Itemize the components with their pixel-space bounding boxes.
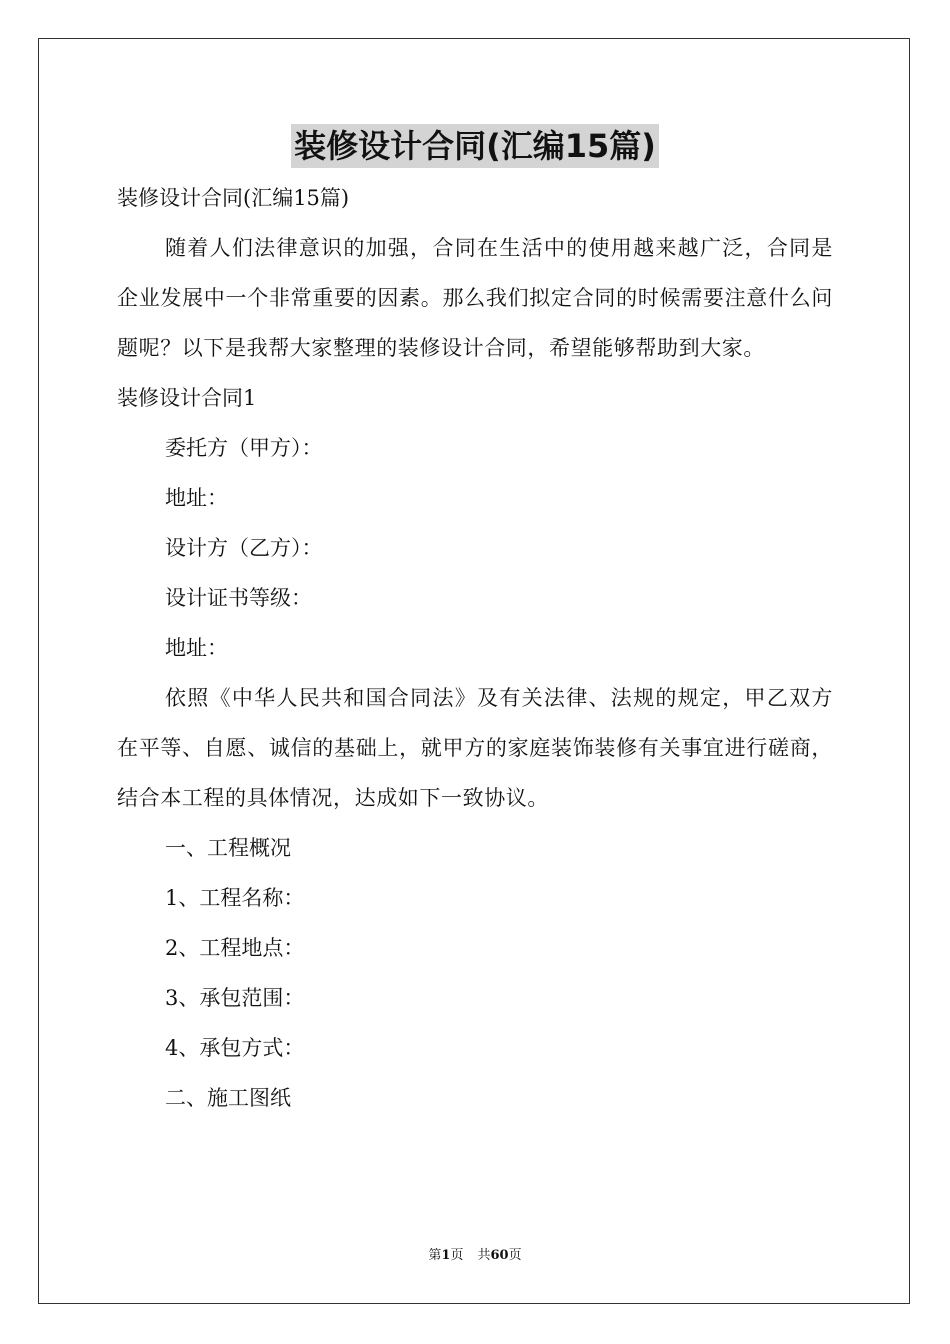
page-footer (0, 1247, 950, 1265)
title-container (0, 124, 950, 168)
client-address-field: 地址： (165, 486, 228, 510)
document-body (117, 173, 833, 1123)
project-item: 1、工程名称： (165, 886, 305, 910)
project-item: 2、工程地点： (165, 936, 305, 960)
designer-address-field: 地址： (165, 636, 228, 660)
basis-paragraph: 依照《中华人民共和国合同法》及有关法律、法规的规定，甲乙双方在平等、自愿、诚信的基础上，就甲方的家庭装饰装修有关事宜进行磋商，结合本工程的具体情况，达成如下一致协议。 (117, 686, 833, 810)
part-one-heading: 一、工程概况 (165, 836, 291, 860)
document-subtitle: 装修设计合同(汇编15篇) (117, 186, 350, 210)
certificate-level-field: 设计证书等级： (165, 586, 312, 610)
page-number: 1 (441, 1248, 451, 1263)
page-prefix: 第 (428, 1248, 442, 1263)
designer-field: 设计方（乙方）： (165, 536, 323, 560)
client-field: 委托方（甲方）： (165, 436, 323, 460)
project-item: 3、承包范围： (165, 986, 305, 1010)
total-suffix: 页 (508, 1248, 522, 1263)
part-two-heading: 二、施工图纸 (165, 1086, 291, 1110)
page-suffix: 页 (450, 1248, 464, 1263)
intro-paragraph: 随着人们法律意识的加强，合同在生活中的使用越来越广泛，合同是企业发展中一个非常重要的因素。那么我们拟定合同的时候需要注意什么问题呢？以下是我帮大家整理的装修设计合同，希望能够帮助到大家。 (117, 236, 833, 360)
total-prefix: 共 (477, 1248, 491, 1263)
total-pages: 60 (490, 1248, 509, 1263)
project-item: 4、承包方式： (165, 1036, 305, 1060)
document-title: 装修设计合同(汇编15篇) (291, 124, 659, 168)
section-heading: 装修设计合同1 (117, 386, 257, 410)
